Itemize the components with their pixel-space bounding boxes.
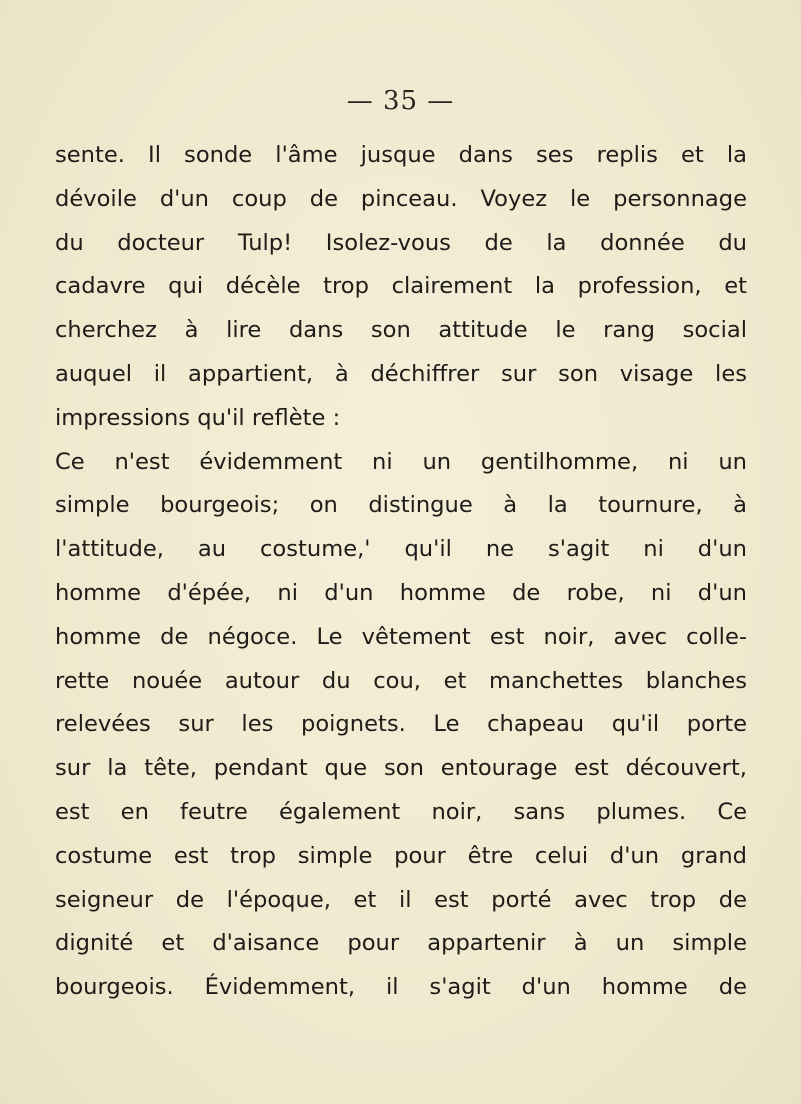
text-line: rette nouée autour du cou, et manchettes blanches	[55, 667, 747, 694]
text-line: homme de négoce. Le vêtement est noir, avec colle-	[55, 623, 747, 650]
text-line: homme d'épée, ni d'un homme de robe, ni d'un	[55, 579, 747, 606]
text-line: seigneur de l'époque, et il est porté avec trop de	[55, 886, 747, 913]
text-line: bourgeois. Évidemment, il s'agit d'un homme de	[55, 974, 747, 1001]
text-line: dévoile d'un coup de pinceau. Voyez le personnage	[55, 185, 747, 212]
body-text	[55, 134, 747, 1010]
text-line: l'attitude, au costume,' qu'il ne s'agit ni d'un	[55, 536, 747, 563]
text-line: simple bourgeois; on distingue à la tournure, à	[55, 492, 747, 519]
text-line: auquel il appartient, à déchiffrer sur son visage les	[55, 360, 747, 387]
text-line: relevées sur les poignets. Le chapeau qu'il porte	[55, 711, 747, 738]
text-line: sente. Il sonde l'âme jusque dans ses replis et la	[55, 142, 747, 168]
page-number: — 35 —	[346, 86, 455, 116]
text-line: dignité et d'aisance pour appartenir à un simple	[55, 930, 747, 957]
text-line: du docteur Tulp! Isolez-vous de la donnée du	[55, 229, 747, 256]
text-line: sur la tête, pendant que son entourage est découvert,	[55, 755, 747, 782]
text-line: Ce n'est évidemment ni un gentilhomme, ni un	[55, 448, 747, 475]
text-line: costume est trop simple pour être celui d'un grand	[55, 842, 747, 869]
text-line: impressions qu'il reflète :	[55, 404, 341, 431]
text-line: cadavre qui décèle trop clairement la profession, et	[55, 273, 747, 300]
text-line: est en feutre également noir, sans plumes. Ce	[55, 798, 747, 825]
text-line: cherchez à lire dans son attitude le rang social	[55, 317, 747, 344]
